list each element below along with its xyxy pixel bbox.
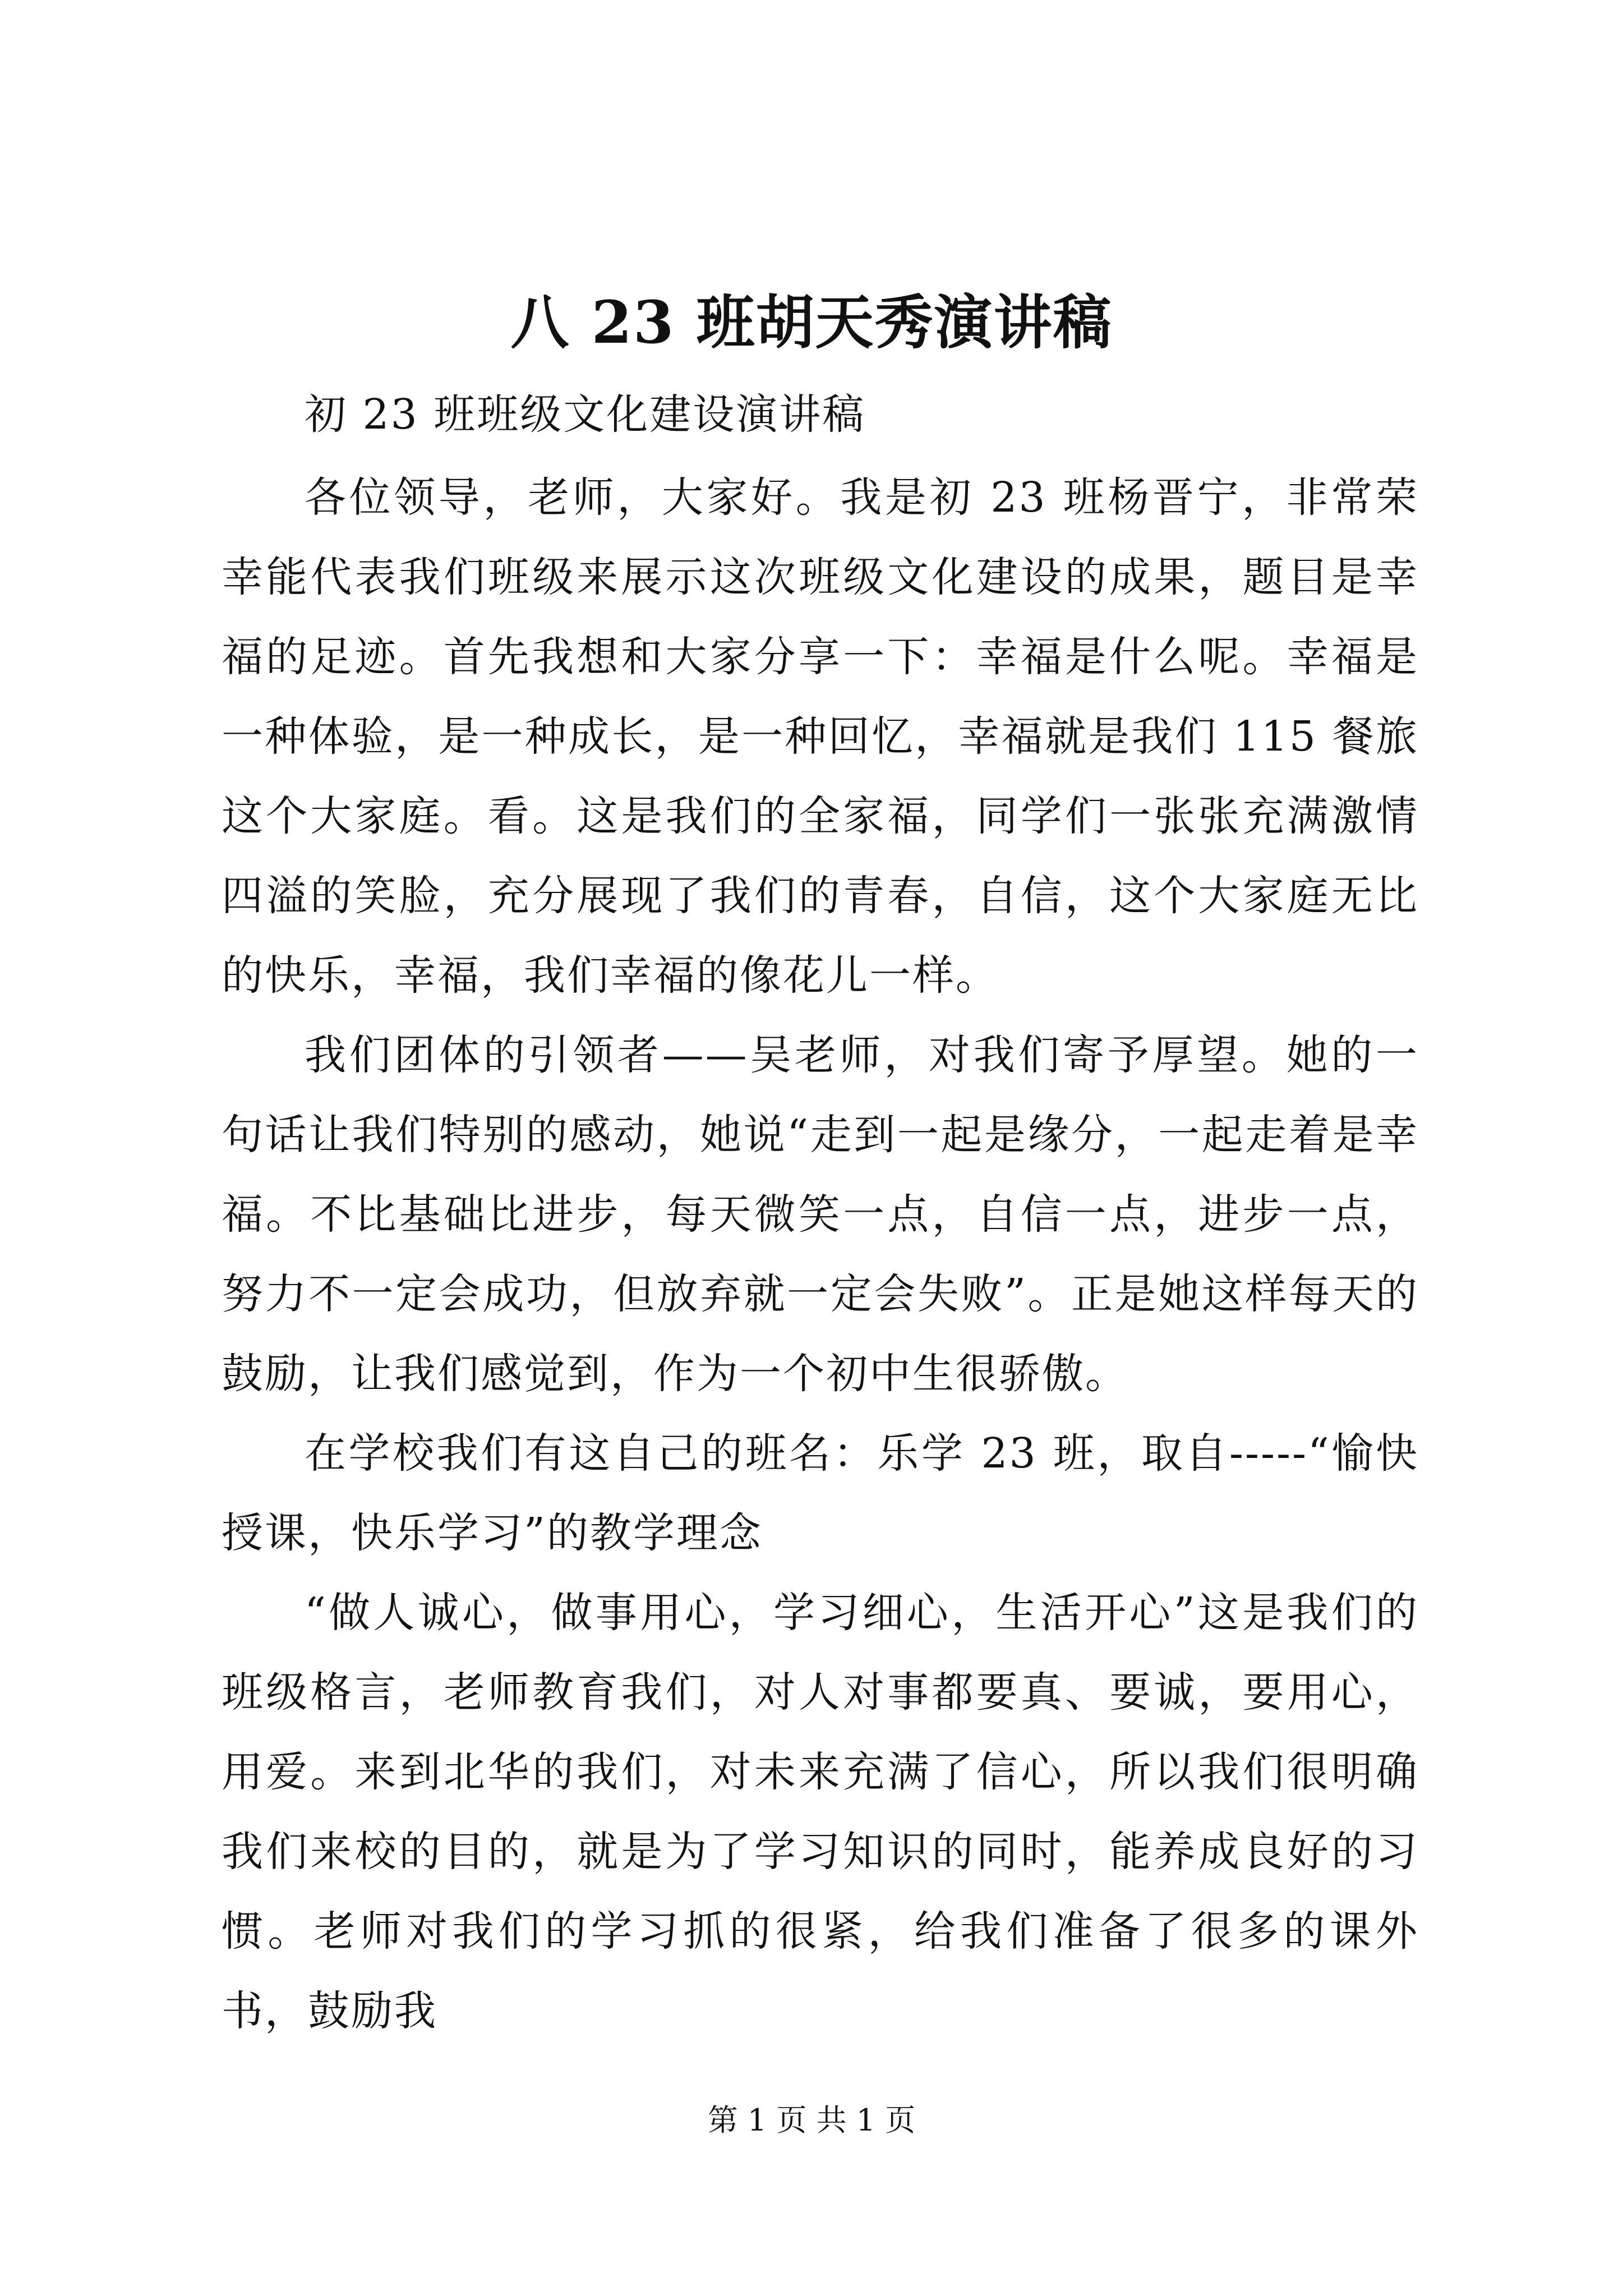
paragraph-2: 我们团体的引领者——吴老师，对我们寄予厚望。她的一句话让我们特别的感动，她说“走到一起是缘分，一起走着是幸福。不比基础比进步，每天微笑一点，自信一点，进步一点，努力不一定会成功，但放弃就一定会失败”。正是她这样每天的鼓励，让我们感觉到，作为一个初中生很骄傲。 xyxy=(222,1031,1419,1398)
paragraph-1: 各位领导，老师，大家好。我是初 23 班杨晋宁，非常荣幸能代表我们班级来展示这次班级文化建设的成果，题目是幸福的足迹。首先我想和大家分享一下：幸福是什么呢。幸福是一种体验，是一种成长，是一种回忆，幸福就是我们 115 餐旅这个大家庭。看。这是我们的全家福，同学们一张张充满激情四溢的笑脸，充分展现了我们的青春，自信，这个大家庭无比的快乐，幸福，我们幸福的像花儿一样。 xyxy=(222,473,1419,1000)
paragraph-4: “做人诚心，做事用心，学习细心，生活开心”这是我们的班级格言，老师教育我们，对人对事都要真、要诚，要用心，用爱。来到北华的我们，对未来充满了信心，所以我们很明确我们来校的目的，就是为了学习知识的同时，能养成良好的习惯。老师对我们的学习抓的很紧，给我们准备了很多的课外书，鼓励我 xyxy=(222,1589,1419,2035)
paragraph-3: 在学校我们有这自己的班名：乐学 23 班，取自-----“愉快授课，快乐学习”的教学理念 xyxy=(222,1429,1419,1557)
page-title: 八 23 班胡天秀演讲稿 xyxy=(510,288,1113,357)
page-footer: 第 1 页 共 1 页 xyxy=(707,2102,916,2138)
document-body xyxy=(222,375,1419,2051)
paragraph-subtitle: 初 23 班班级文化建设演讲稿 xyxy=(305,390,866,439)
